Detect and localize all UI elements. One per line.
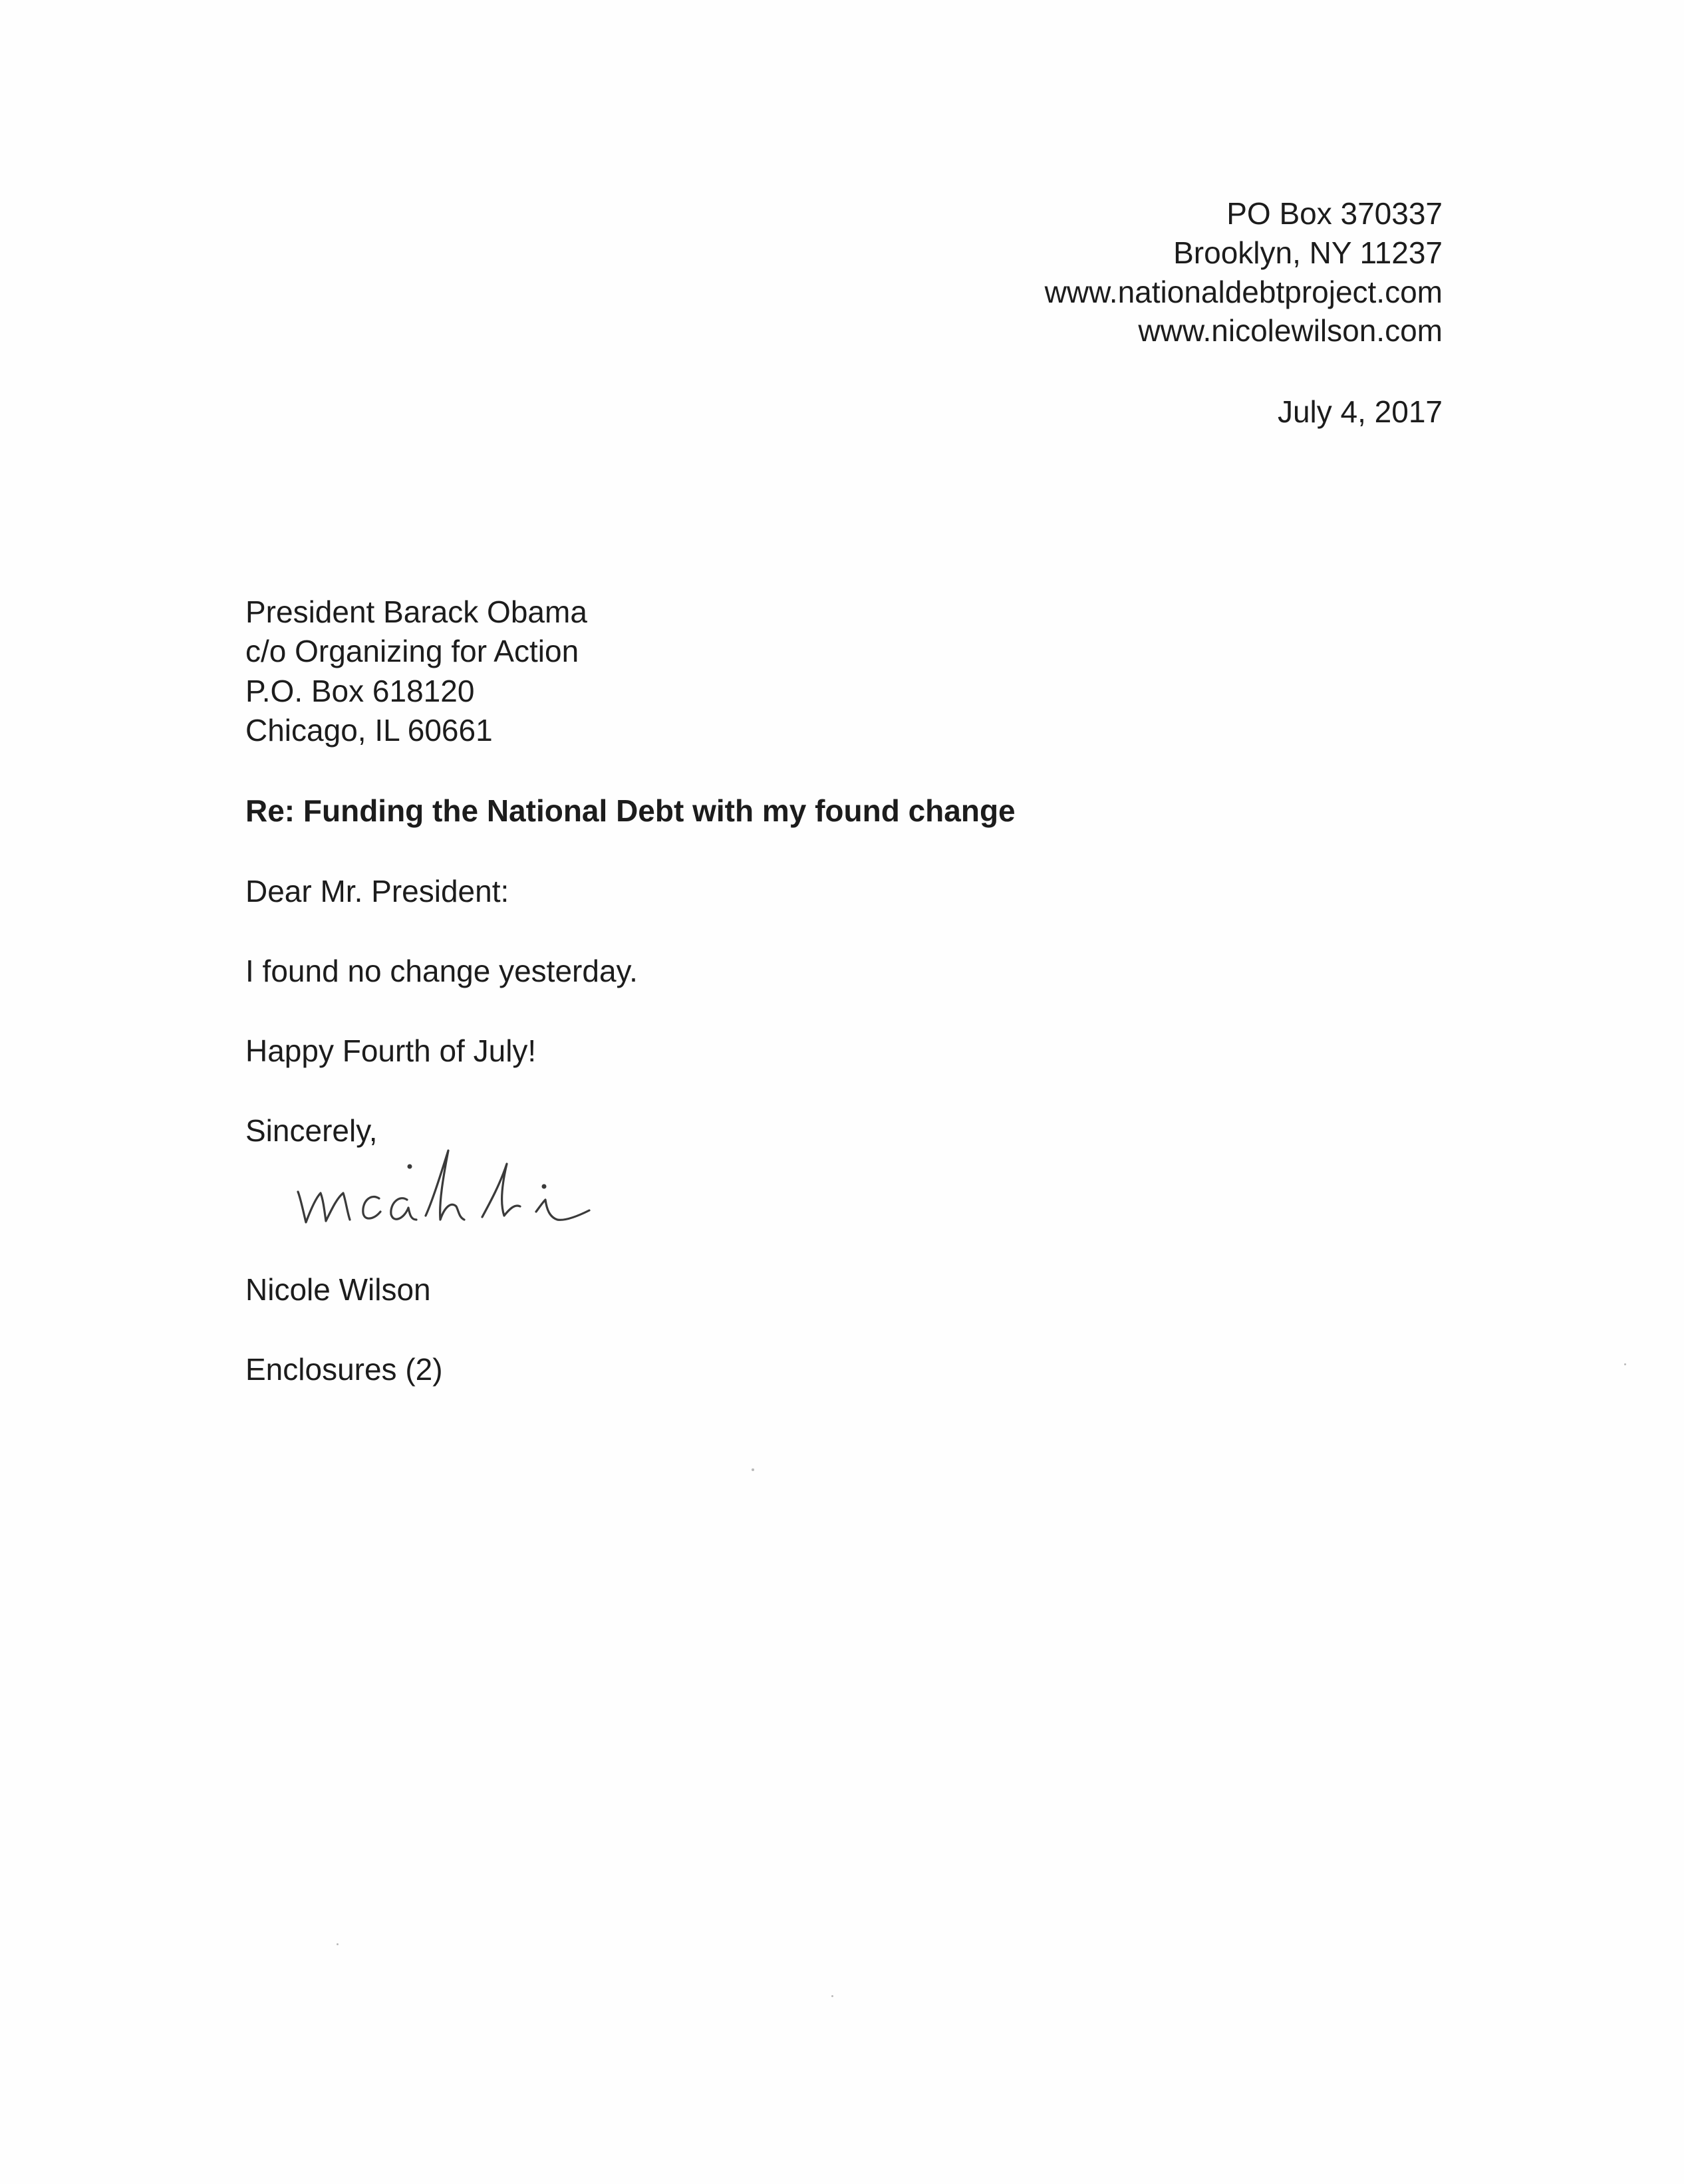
body-paragraph: Happy Fourth of July! <box>245 1033 537 1068</box>
scan-speck <box>1624 1363 1626 1365</box>
scan-speck <box>752 1468 754 1471</box>
recipient-city: Chicago, IL 60661 <box>245 713 493 748</box>
salutation: Dear Mr. President: <box>245 874 509 908</box>
closing: Sincerely, <box>245 1113 378 1148</box>
recipient-po-box: P.O. Box 618120 <box>245 674 475 708</box>
sender-website-personal: www.nicolewilson.com <box>1138 313 1443 348</box>
sender-po-box: PO Box 370337 <box>1226 196 1443 231</box>
recipient-name: President Barack Obama <box>245 595 587 629</box>
recipient-org: c/o Organizing for Action <box>245 634 579 668</box>
sender-city: Brooklyn, NY 11237 <box>1173 235 1443 270</box>
scan-speck <box>337 1943 339 1945</box>
letter-date: July 4, 2017 <box>1277 394 1443 429</box>
signature-image <box>293 1137 685 1244</box>
body-paragraph: I found no change yesterday. <box>245 954 638 988</box>
enclosures-note: Enclosures (2) <box>245 1352 443 1387</box>
signer-name: Nicole Wilson <box>245 1272 431 1307</box>
scan-speck <box>831 1995 833 1997</box>
subject-line: Re: Funding the National Debt with my found change <box>245 793 1016 828</box>
sender-website-project: www.nationaldebtproject.com <box>1044 275 1443 309</box>
